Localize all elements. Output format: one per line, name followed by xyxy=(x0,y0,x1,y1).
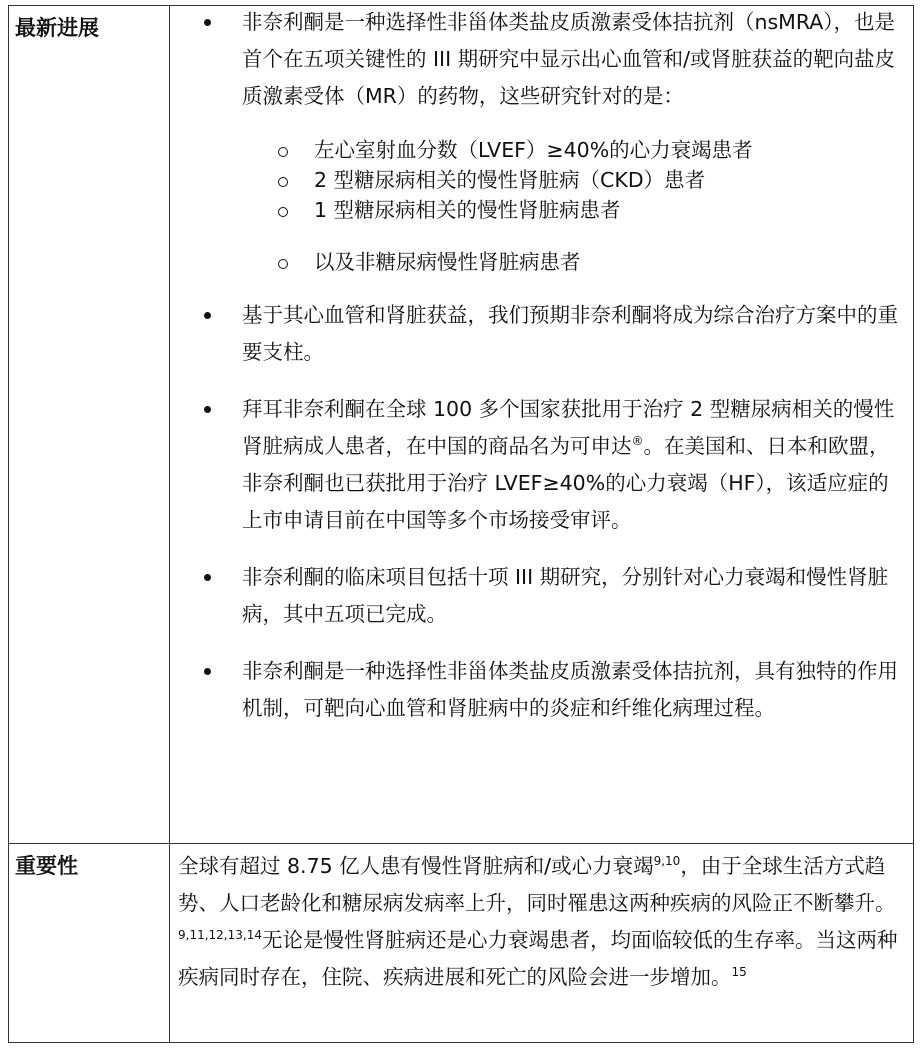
bullet-item xyxy=(170,391,913,539)
bullet-icon xyxy=(204,312,211,319)
bullet-text: 基于其心血管和肾脏获益，我们预期非奈利酮将成为综合治疗方案中的重要支柱。 xyxy=(242,303,898,364)
table-row-significance xyxy=(9,844,914,1043)
table-row-progress xyxy=(9,6,914,844)
bullet-item xyxy=(170,559,913,633)
row-label: 最新进展 xyxy=(9,6,170,844)
sub-item xyxy=(170,247,913,277)
citation: 9,11,12,13,14 xyxy=(178,928,262,942)
circle-bullet-icon xyxy=(278,259,288,269)
paragraph-text: ，由于全球生活方式趋势、人口老龄化和糖尿病发病率上升，同时罹患这两种疾病的风险正不断攀升。 xyxy=(178,854,896,915)
bullet-text: 非奈利酮是一种选择性非甾体类盐皮质激素受体拮抗剂（nsMRA），也是首个在五项关键性的 III 期研究中显示出心血管和/或肾脏获益的靶向盐皮质激素受体（MR）的药物，这些研究针对的是： xyxy=(242,10,896,108)
sub-item xyxy=(170,165,913,195)
sub-item xyxy=(170,135,913,165)
registered-mark: ® xyxy=(631,434,644,448)
sub-item-text: 以及非糖尿病慢性肾脏病患者 xyxy=(314,250,581,274)
bullet-icon xyxy=(204,406,211,413)
info-table xyxy=(8,5,914,1043)
circle-bullet-icon xyxy=(278,177,288,187)
significance-content xyxy=(170,844,914,1043)
significance-paragraph xyxy=(170,844,913,1016)
bullet-icon xyxy=(204,668,211,675)
sub-item-text: 1 型糖尿病相关的慢性肾脏病患者 xyxy=(314,198,621,222)
sub-item-text: 左心室射血分数（LVEF）≥40%的心力衰竭患者 xyxy=(314,138,753,162)
bullet-icon xyxy=(204,19,211,26)
bullet-icon xyxy=(204,574,211,581)
bullet-text: 。在美国和、日本和欧盟，非奈利酮也已获批用于治疗 LVEF≥40%的心力衰竭（HF），该适应症的上市申请目前在中国等多个市场接受审评。 xyxy=(242,434,890,532)
sub-item xyxy=(170,195,913,225)
bullet-item xyxy=(170,653,913,727)
sub-item-text: 2 型糖尿病相关的慢性肾脏病（CKD）患者 xyxy=(314,168,706,192)
citation: 9,10 xyxy=(653,854,681,868)
bullet-item xyxy=(170,297,913,371)
circle-bullet-icon xyxy=(278,147,288,157)
bullet-item xyxy=(170,4,913,115)
row-label: 重要性 xyxy=(9,844,170,1043)
bullet-text: 拜耳非奈利酮在全球 100 多个国家获批用于治疗 2 型糖尿病相关的慢性肾脏病成人患者，在中国的商品名为可申达 xyxy=(242,397,895,458)
circle-bullet-icon xyxy=(278,207,288,217)
citation: 15 xyxy=(731,965,747,979)
bullet-text: 非奈利酮是一种选择性非甾体类盐皮质激素受体拮抗剂，具有独特的作用机制，可靶向心血管和肾脏病中的炎症和纤维化病理过程。 xyxy=(242,659,898,720)
paragraph-text: 全球有超过 8.75 亿人患有慢性肾脏病和/或心力衰竭 xyxy=(178,854,654,878)
progress-content xyxy=(170,6,914,844)
bullet-text: 非奈利酮的临床项目包括十项 III 期研究，分别针对心力衰竭和慢性肾脏病，其中五项已完成。 xyxy=(242,565,889,626)
paragraph-text: 无论是慢性肾脏病还是心力衰竭患者，均面临较低的生存率。当这两种疾病同时存在，住院、疾病进展和死亡的风险会进一步增加。 xyxy=(178,928,898,989)
